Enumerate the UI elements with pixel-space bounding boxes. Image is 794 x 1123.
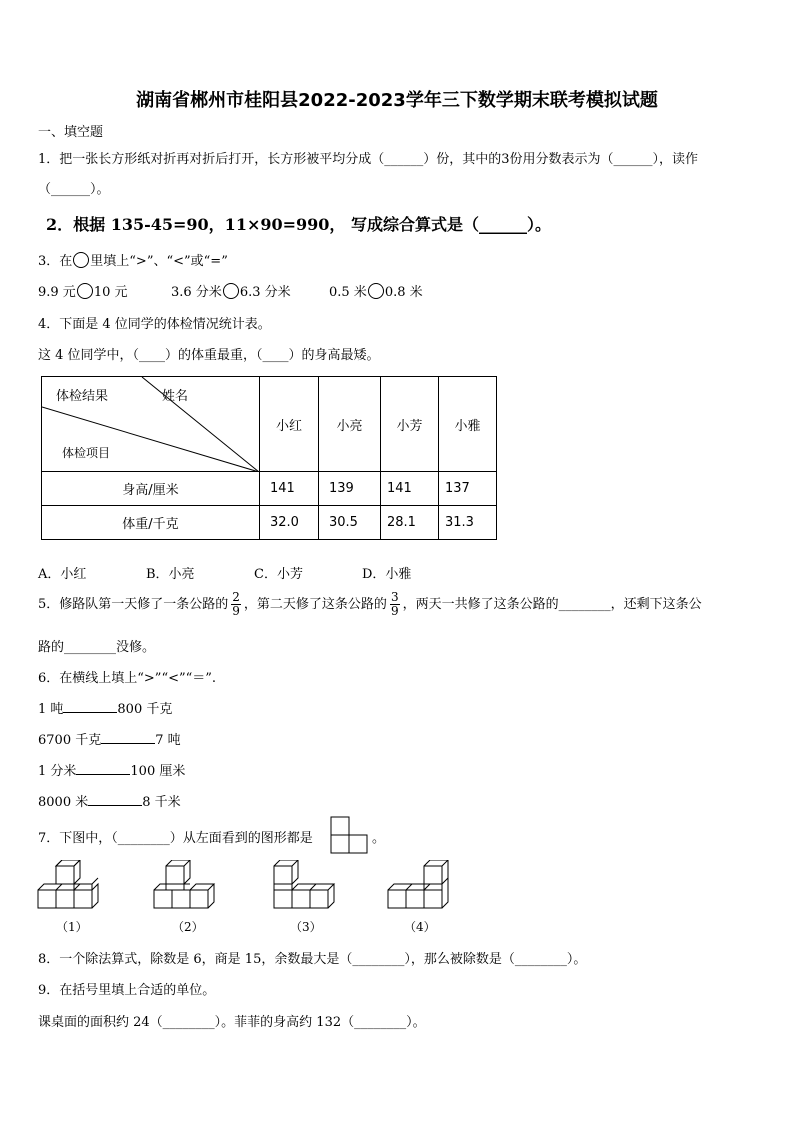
option-a[interactable]: A．小红 — [38, 567, 87, 582]
question-6-item-3 — [38, 760, 185, 779]
health-check-table — [41, 376, 497, 540]
item-right: 100 厘米 — [130, 764, 186, 779]
item-left: 1 分米 — [38, 764, 77, 779]
option-d[interactable]: D．小雅 — [362, 567, 412, 582]
question-6-item-4 — [38, 791, 181, 810]
corner-label-item: 体检项目 — [62, 446, 111, 460]
answer-blank[interactable] — [101, 731, 155, 744]
table-cell: 31.3 — [439, 506, 497, 540]
cube-figure-1-icon — [36, 860, 104, 912]
question-6-stem: 6．在横线上填上“>”“<”“＝”. — [38, 671, 217, 686]
table-cell: 30.5 — [319, 506, 381, 540]
cube-figure-4-icon — [386, 860, 456, 912]
answer-circle[interactable] — [368, 283, 384, 299]
compare-left: 3.6 分米 — [171, 285, 222, 300]
answer-blank[interactable] — [63, 700, 117, 713]
answer-circle[interactable] — [77, 283, 93, 299]
table-row — [42, 472, 497, 506]
left-view-shape-icon — [330, 816, 372, 854]
question-4-sub: 这 4 位同学中，（____）的体重最重，（____）的身高最矮。 — [38, 348, 380, 363]
table-cell: 141 — [381, 472, 439, 506]
question-2: 2．根据 135-45=90，11×90=990， 写成综合算式是（______）。 — [46, 215, 551, 234]
item-left: 8000 米 — [38, 795, 89, 810]
compare-right: 10 元 — [93, 285, 128, 300]
table-cell: 137 — [439, 472, 497, 506]
question-5-line2: 路的________没修。 — [38, 640, 156, 655]
item-left: 1 吨 — [38, 702, 64, 717]
table-corner-cell — [42, 377, 260, 472]
question-5-part-c: ，两天一共修了这条公路的________，还剩下这条公 — [402, 597, 702, 612]
question-4-stem: 4．下面是 4 位同学的体检情况统计表。 — [38, 317, 271, 332]
question-3-item-1 — [38, 281, 128, 300]
fraction-three-ninths: $\frac{3}{9}$ — [390, 590, 399, 618]
question-7-end: 。 — [372, 831, 386, 846]
option-b[interactable]: B．小亮 — [146, 567, 195, 582]
question-7-stem: 7．下图中，（________）从左面看到的图形都是 — [38, 831, 313, 846]
figure-caption-4: （4） — [404, 920, 436, 934]
question-3-stem-a: 3．在 — [38, 254, 73, 269]
table-header-name: 小雅 — [439, 377, 497, 472]
fraction-two-ninths: $\frac{2}{9}$ — [232, 590, 240, 618]
question-9-stem: 9．在括号里填上合适的单位。 — [38, 983, 216, 998]
cube-figure-3-icon — [272, 860, 344, 912]
option-c[interactable]: C．小芳 — [254, 567, 303, 582]
item-right: 7 吨 — [155, 733, 181, 748]
row-label: 体重/千克 — [42, 506, 260, 540]
section-heading-fill-in: 一、填空题 — [38, 125, 104, 140]
question-5-line1 — [38, 591, 702, 618]
table-cell: 139 — [319, 472, 381, 506]
compare-right: 0.8 米 — [384, 285, 423, 300]
answer-blank[interactable] — [76, 762, 130, 775]
cube-figure-2-icon — [152, 860, 220, 912]
figure-caption-2: （2） — [172, 920, 204, 934]
figure-caption-3: （3） — [290, 920, 322, 934]
question-8: 8．一个除法算式，除数是 6，商是 15，余数最大是（________），那么被除数是（________）。 — [38, 952, 587, 967]
item-right: 8 千米 — [142, 795, 181, 810]
compare-right: 6.3 分米 — [239, 285, 291, 300]
table-header-name: 小红 — [260, 377, 319, 472]
question-5-part-b: ，第二天修了这条公路的 — [243, 597, 387, 612]
question-6-item-2 — [38, 729, 181, 748]
corner-label-result: 体检结果 — [56, 389, 109, 404]
corner-label-name: 姓名 — [162, 389, 189, 404]
table-row — [42, 506, 497, 540]
figure-caption-1: （1） — [56, 920, 88, 934]
table-cell: 32.0 — [260, 506, 319, 540]
question-3-stem — [38, 250, 228, 269]
question-1-line1: 1．把一张长方形纸对折再对折后打开，长方形被平均分成（______）份，其中的3份用分数表示为（______），读作 — [38, 152, 699, 167]
table-header-name: 小芳 — [381, 377, 439, 472]
question-3-stem-b: 里填上“>”、“<”或“=” — [90, 254, 228, 269]
compare-left: 0.5 米 — [329, 285, 367, 300]
question-9-sub: 课桌面的面积约 24（________）。菲菲的身高约 132（________）。 — [38, 1015, 426, 1030]
question-1-line2: （______）。 — [38, 182, 110, 197]
question-5-part-a: 5．修路队第一天修了一条公路的 — [38, 597, 229, 612]
compare-circle-icon — [73, 252, 89, 268]
compare-left: 9.9 元 — [38, 285, 76, 300]
table-header-name: 小亮 — [319, 377, 381, 472]
question-6-item-1 — [38, 698, 172, 717]
question-3-item-2 — [171, 281, 291, 300]
question-3-item-3 — [329, 281, 423, 300]
table-cell: 28.1 — [381, 506, 439, 540]
page-title: 湖南省郴州市桂阳县2022-2023学年三下数学期末联考模拟试题 — [136, 90, 658, 111]
answer-blank[interactable] — [88, 793, 142, 806]
table-cell: 141 — [260, 472, 319, 506]
item-right: 800 千克 — [117, 702, 173, 717]
answer-circle[interactable] — [223, 283, 239, 299]
item-left: 6700 千克 — [38, 733, 102, 748]
row-label: 身高/厘米 — [42, 472, 260, 506]
